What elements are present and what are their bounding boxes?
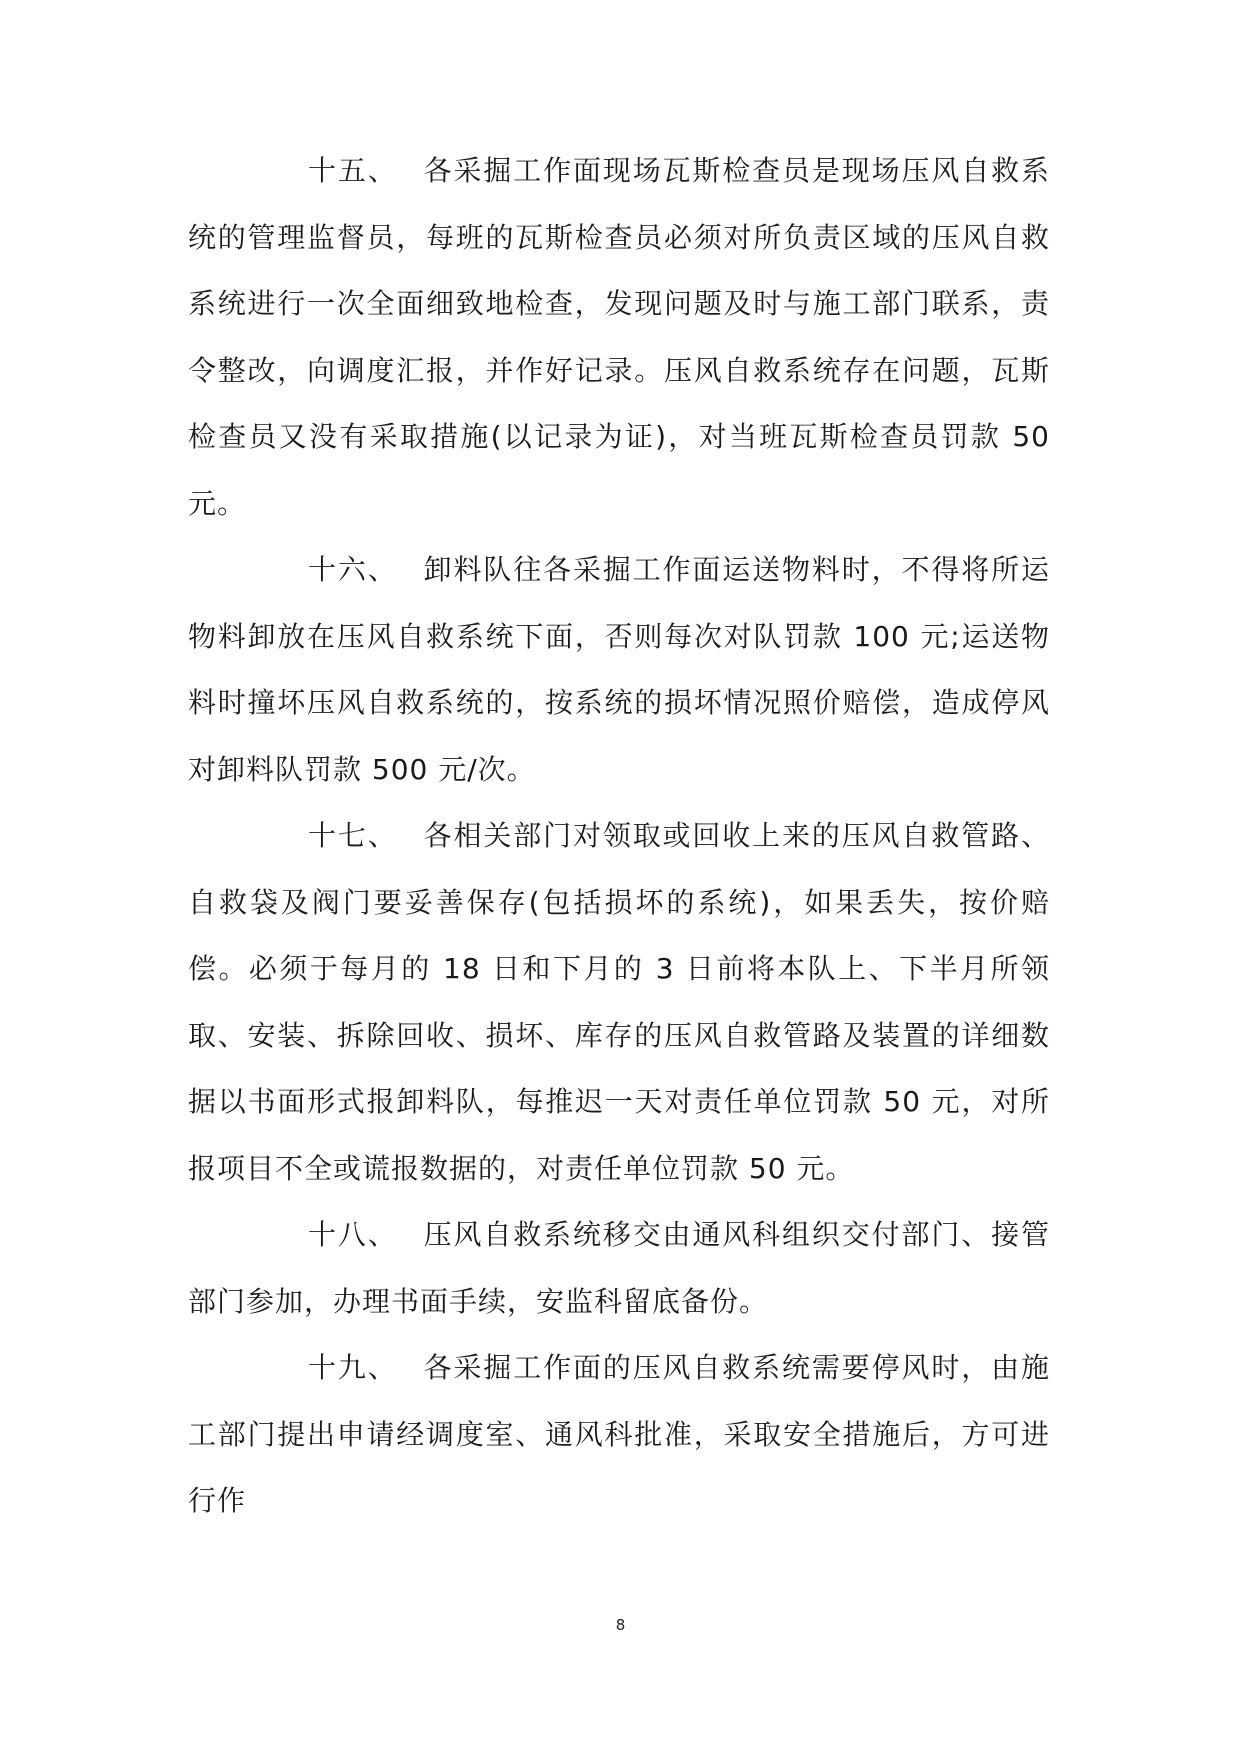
paragraph-number: 十八、 — [308, 1218, 398, 1251]
paragraph-text: 压风自救系统移交由通风科组织交付部门、接管部门参加，办理书面手续，安监科留底备份。 — [188, 1218, 1050, 1318]
paragraph-18 — [188, 1202, 1050, 1335]
paragraph-text: 各采掘工作面的压风自救系统需要停风时，由施工部门提出申请经调度室、通风科批准，采取安全措施后，方可进行作 — [188, 1351, 1050, 1517]
paragraph-number: 十七、 — [308, 819, 398, 852]
paragraph-16 — [188, 537, 1050, 803]
paragraph-15 — [188, 138, 1050, 537]
paragraph-17 — [188, 803, 1050, 1202]
paragraph-number: 十六、 — [308, 553, 398, 586]
paragraph-number: 十九、 — [308, 1351, 398, 1384]
paragraph-number: 十五、 — [308, 154, 398, 187]
paragraph-19 — [188, 1335, 1050, 1535]
document-body — [188, 138, 1050, 1535]
paragraph-text: 各采掘工作面现场瓦斯检查员是现场压风自救系统的管理监督员，每班的瓦斯检查员必须对所负责区域的压风自救系统进行一次全面细致地检查，发现问题及时与施工部门联系，责令整改，向调度汇报，并作好记录。压风自救系统存在问题，瓦斯检查员又没有采取措施(以记录为证)，对当班瓦斯检查员罚款 50 元。 — [188, 154, 1050, 520]
page-number: 8 — [615, 1616, 626, 1634]
paragraph-text: 各相关部门对领取或回收上来的压风自救管路、自救袋及阀门要妥善保存(包括损坏的系统)，如果丢失，按价赔偿。必须于每月的 18 日和下月的 3 日前将本队上、下半月所领取、安装、拆除回收、损坏、库存的压风自救管路及装置的详细数据以书面形式报卸料队，每推迟一天对责任单位罚款 50 元，对所报项目不全或谎报数据的，对责任单位罚款 50 元。 — [188, 819, 1050, 1185]
paragraph-text: 卸料队往各采掘工作面运送物料时，不得将所运物料卸放在压风自救系统下面，否则每次对队罚款 100 元;运送物料时撞坏压风自救系统的，按系统的损坏情况照价赔偿，造成停风对卸料队罚款 500 元/次。 — [188, 553, 1050, 786]
